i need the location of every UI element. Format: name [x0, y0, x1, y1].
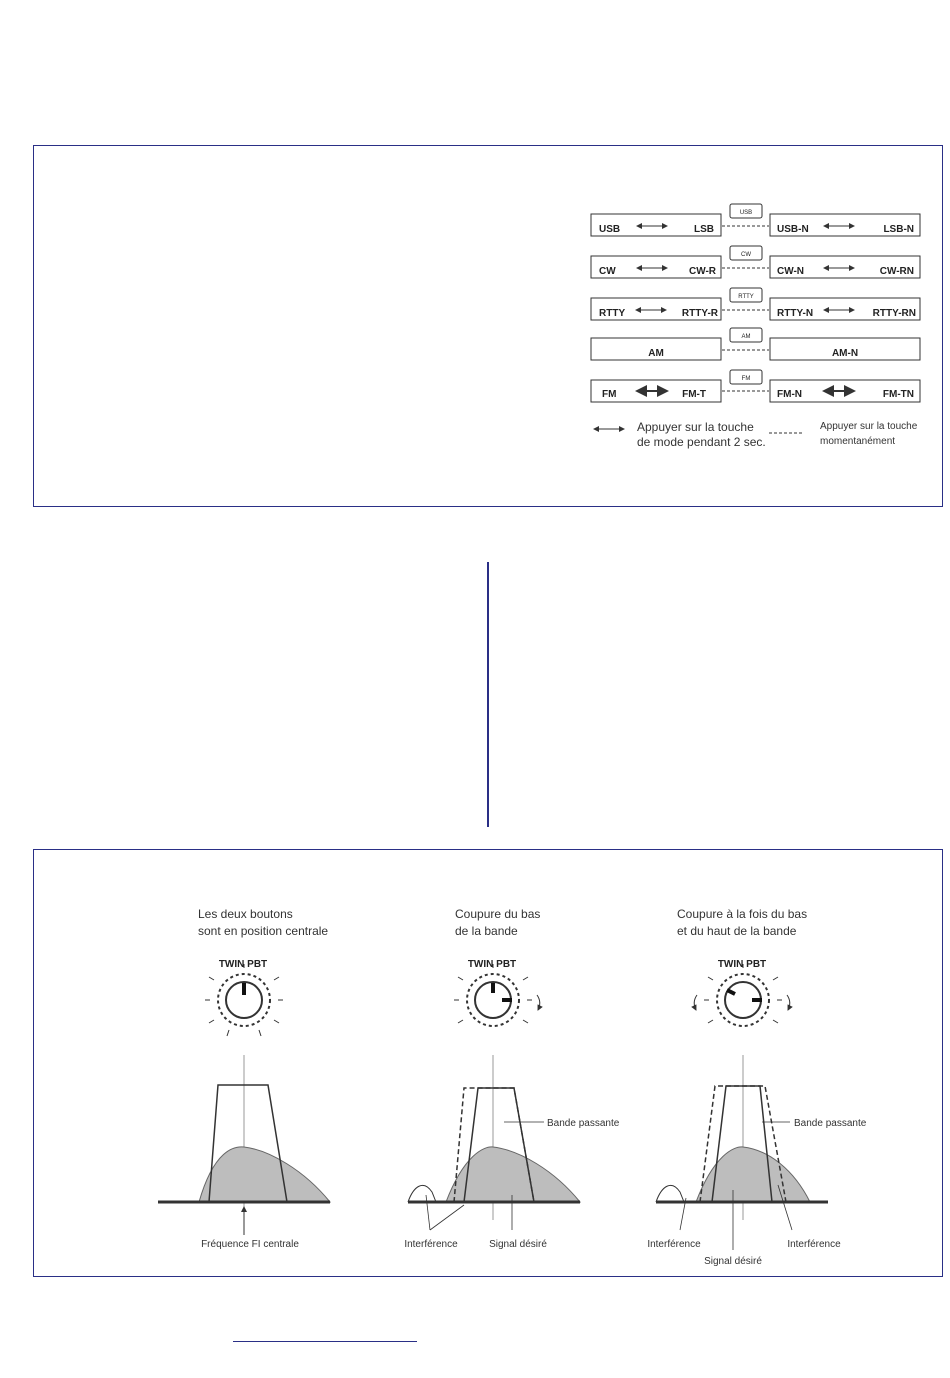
mode-legend	[594, 420, 918, 449]
caption-3-line1: Coupure à la fois du bas	[677, 907, 808, 921]
mode-button-fm: FM	[741, 376, 751, 382]
caption-3-line2: et du haut de la bande	[677, 924, 797, 938]
mode-lsb-n: LSB-N	[883, 224, 914, 235]
mode-rtty-r: RTTY-R	[681, 308, 718, 319]
mode-lsb: LSB	[694, 224, 714, 235]
mode-button-cw: CW	[741, 252, 751, 258]
mode-row-am	[591, 328, 920, 360]
mode-diagram-panel	[33, 145, 943, 507]
caption-1-line1: Les deux boutons	[198, 907, 293, 921]
label-center-freq: Fréquence FI centrale	[201, 1239, 299, 1250]
caption-2-line2: de la bande	[455, 924, 518, 938]
mode-diagram	[34, 146, 942, 506]
mode-button-usb: USB	[739, 210, 753, 216]
mode-row-fm	[591, 370, 920, 402]
label-interference-3a: Interférence	[647, 1239, 701, 1250]
legend-dashed-line2: momentanément	[820, 436, 896, 447]
legend-solid-line1: Appuyer sur la touche	[637, 420, 754, 434]
mode-fm-t: FM-T	[682, 389, 706, 400]
twin-pbt-knob-1	[205, 964, 283, 1036]
label-signal-3: Signal désiré	[704, 1256, 762, 1267]
legend-solid-line2: de mode pendant 2 sec.	[637, 435, 766, 449]
label-passband-2: Bande passante	[547, 1118, 620, 1129]
mode-rtty: RTTY	[599, 308, 626, 319]
knob-label-3: TWIN PBT	[717, 959, 767, 970]
mode-usb: USB	[599, 224, 621, 235]
mode-row-usb	[591, 204, 920, 236]
knob-label-1: TWIN PBT	[218, 959, 268, 970]
mode-row-rtty	[591, 288, 920, 320]
label-signal-2: Signal désiré	[489, 1239, 547, 1250]
label-interference-2: Interférence	[404, 1239, 458, 1250]
mode-usb-n: USB-N	[777, 224, 809, 235]
mode-cw: CW	[599, 266, 616, 277]
label-interference-3b: Interférence	[787, 1239, 841, 1250]
mode-button-am: AM	[741, 334, 751, 340]
mode-am-n: AM-N	[831, 348, 859, 359]
column-divider	[487, 562, 489, 827]
label-passband-3: Bande passante	[794, 1118, 867, 1129]
passband-graph-2	[404, 1055, 619, 1250]
twin-pbt-diagram	[34, 850, 942, 1276]
mode-rtty-rn: RTTY-RN	[872, 308, 916, 319]
legend-dashed-line1: Appuyer sur la touche	[820, 421, 918, 432]
caption-2-line1: Coupure du bas	[455, 907, 541, 921]
mode-row-cw	[591, 246, 920, 278]
twin-pbt-panel	[33, 849, 943, 1277]
caption-1-line2: sont en position centrale	[198, 924, 329, 938]
knob-label-2: TWIN PBT	[467, 959, 517, 970]
mode-fm: FM	[602, 389, 617, 400]
mode-rtty-n: RTTY-N	[777, 308, 814, 319]
passband-graph-3	[647, 1055, 866, 1267]
mode-fm-n: FM-N	[777, 389, 802, 400]
passband-graph-1	[158, 1055, 330, 1250]
footer-link-underline[interactable]	[233, 1341, 417, 1342]
mode-cw-rn: CW-RN	[879, 266, 914, 277]
mode-cw-r: CW-R	[688, 266, 716, 277]
mode-button-rtty: RTTY	[738, 294, 754, 300]
mode-fm-tn: FM-TN	[882, 389, 914, 400]
mode-cw-n: CW-N	[777, 266, 805, 277]
twin-pbt-knob-2	[454, 964, 540, 1026]
twin-pbt-knob-3	[694, 964, 790, 1026]
mode-am: AM	[648, 348, 664, 359]
